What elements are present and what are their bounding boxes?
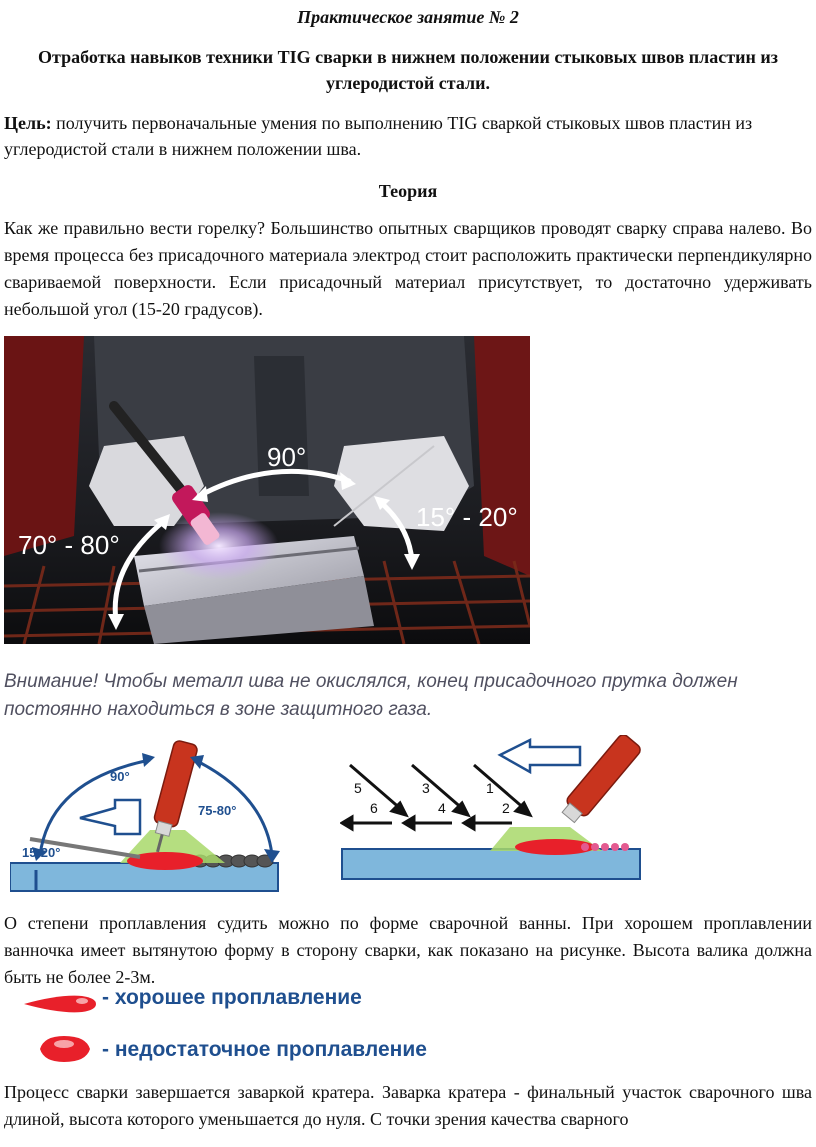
final-paragraph: Процесс сварки завершается заваркой кратера. Заварка кратера - финальный участок сварочного шва длиной, высота которого уменьшается до нуля. С точки зрения качества сварного (4, 1082, 812, 1129)
theory-paragraph: Как же правильно вести горелку? Большинство опытных сварщиков проводят сварку справа налево. Во время процесса без присадочного материала электрод стоит расположить практически перпендикулярно свариваемой поверхности. Если присадочный материал присутствует, то достаточно удерживать небольшой угол (15-20 градусов). (4, 218, 812, 319)
diagram-label-15-20: 15-20° (22, 845, 61, 860)
photo-label-15-20: 15° - 20° (416, 502, 518, 532)
bad-penetration-label: - недостаточное проплавление (102, 1038, 427, 1061)
step-label-1: 1 (486, 780, 494, 796)
goal-label: Цель: (4, 113, 52, 133)
filler-sequence-diagram (340, 735, 645, 885)
bad-pool-icon (34, 1032, 98, 1066)
good-penetration-label: - хорошее проплавление (102, 986, 362, 1009)
step-label-4: 4 (438, 800, 446, 816)
step-label-3: 3 (422, 780, 430, 796)
penetration-paragraph: О степени проплавления судить можно по форме сварочной ванны. При хорошем проплавлении ванночка имеет вытянутою форму в сторону сварки, как показано на рисунке. Высота валика должна быть не более 2-3м. (4, 913, 812, 987)
diagram-label-75-80: 75-80° (198, 803, 237, 818)
step-label-5: 5 (354, 780, 362, 796)
step-label-2: 2 (502, 800, 510, 816)
welding-photo (4, 336, 530, 644)
practice-title: Практическое занятие № 2 (297, 7, 519, 27)
warning-note: Внимание! Чтобы металл шва не окислялся, конец присадочного прутка должен постоянно находиться в зоне защитного газа. (4, 671, 738, 720)
photo-label-70-80: 70° - 80° (18, 530, 120, 560)
step-label-6: 6 (370, 800, 378, 816)
goal-text: получить первоначальные умения по выполнению TIG сваркой стыковых швов пластин из углеродистой стали в нижнем положении шва. (4, 113, 753, 159)
good-pool-icon (20, 990, 100, 1018)
photo-label-90: 90° (267, 442, 307, 472)
diagram-label-90: 90° (110, 769, 130, 784)
torch-angle-diagram (10, 735, 295, 895)
penetration-legend (20, 986, 520, 1066)
topic-title: Отработка навыков техники TIG сварки в нижнем положении стыковых швов пластин из углеродистой стали. (38, 47, 778, 93)
theory-heading: Теория (378, 181, 438, 201)
goal-paragraph (4, 110, 812, 162)
